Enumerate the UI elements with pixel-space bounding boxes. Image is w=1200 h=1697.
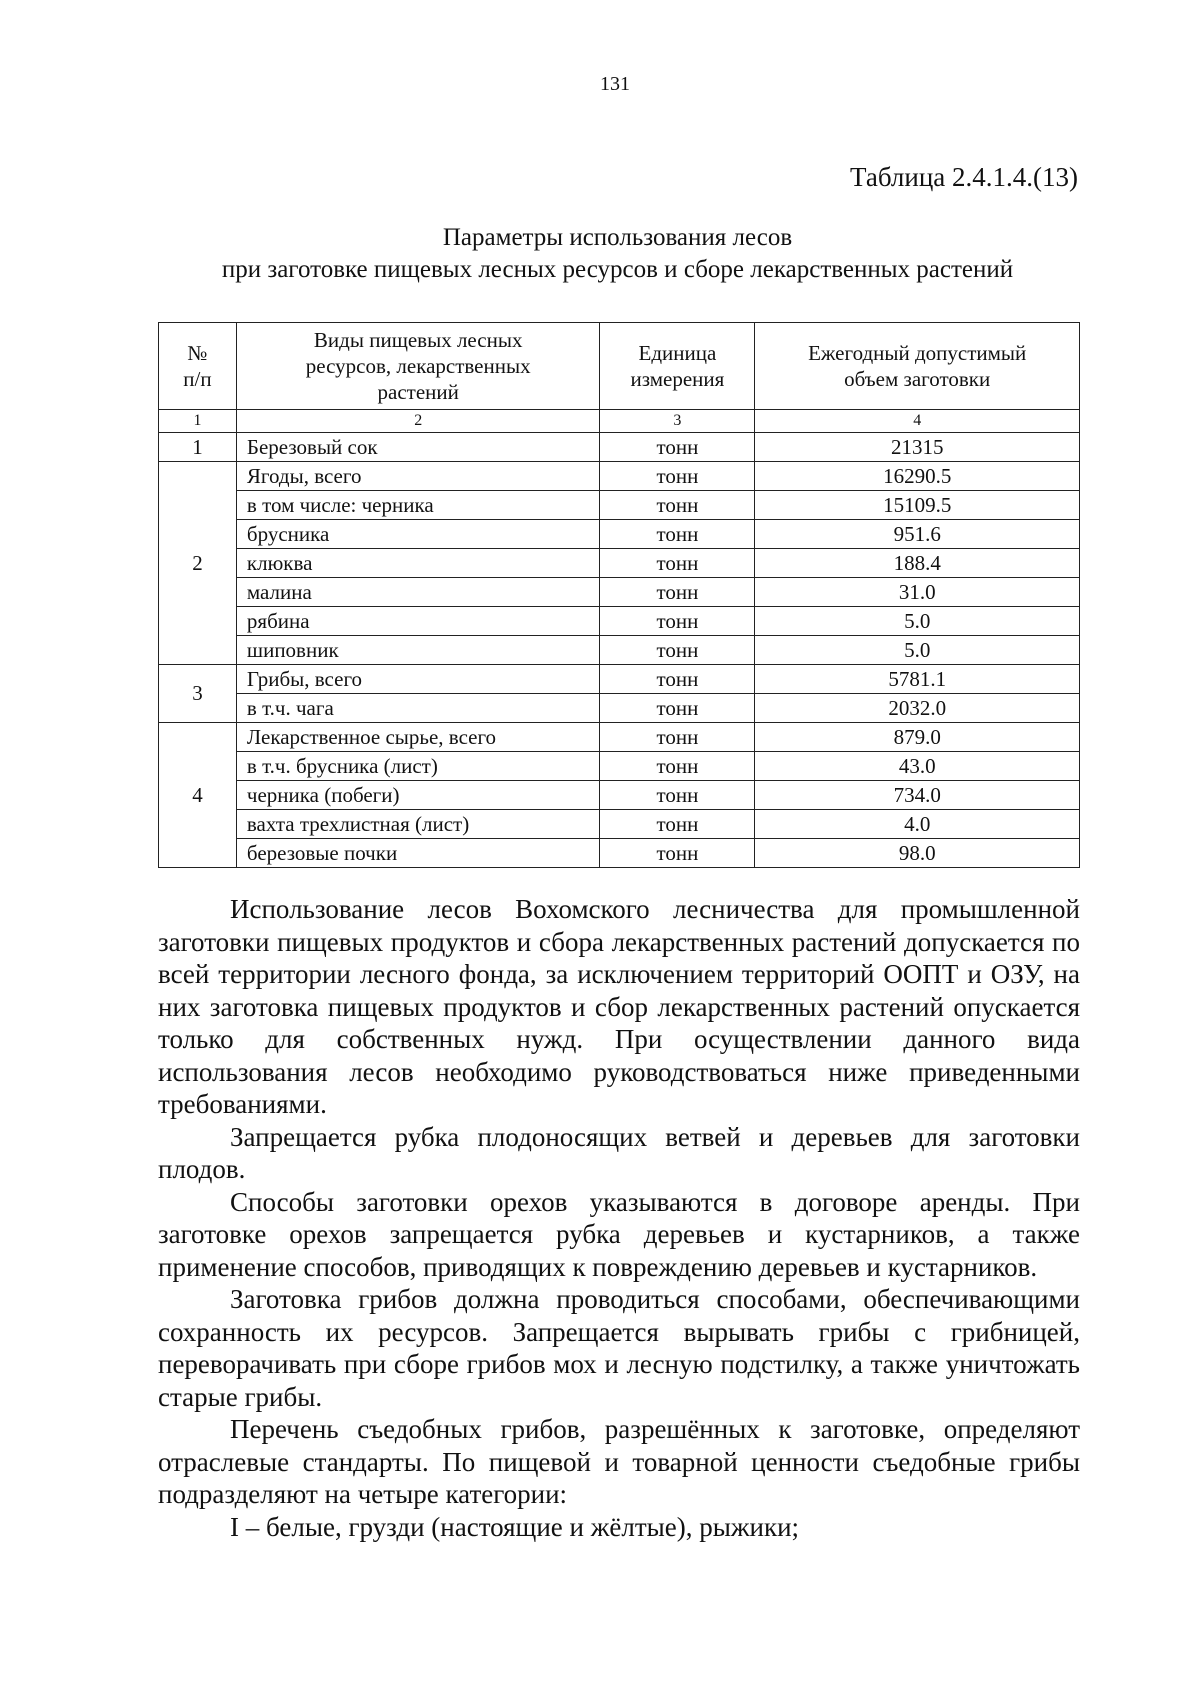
- unit-cell: тонн: [600, 491, 755, 520]
- group-number: 4: [159, 723, 237, 868]
- unit-cell: тонн: [600, 839, 755, 868]
- resource-name: в т.ч. чага: [236, 694, 600, 723]
- resource-name: клюква: [236, 549, 600, 578]
- header-unit-line-2: измерения: [630, 367, 725, 391]
- resource-name: в том числе: черника: [236, 491, 600, 520]
- volume-cell: 43.0: [755, 752, 1080, 781]
- resource-name: в т.ч. брусника (лист): [236, 752, 600, 781]
- volume-cell: 21315: [755, 433, 1080, 462]
- resources-table: [158, 322, 1080, 868]
- table-row: [159, 665, 1080, 694]
- table-row: [159, 549, 1080, 578]
- unit-cell: тонн: [600, 433, 755, 462]
- table-title-line-2: при заготовке пищевых лесных ресурсов и сборе лекарственных растений: [221, 256, 1014, 283]
- volume-cell: 5.0: [755, 607, 1080, 636]
- paragraph: Заготовка грибов должна проводиться способами, обеспечивающими сохранность их ресурсов. Запрещается вырывать грибы с грибницей, переворачивать при сборе грибов мох и лесную подстилку, а также уничтожать старые грибы.: [158, 1284, 1080, 1412]
- body-text: [158, 893, 1080, 1543]
- header-number: [159, 323, 237, 410]
- unit-cell: тонн: [600, 810, 755, 839]
- paragraph: I – белые, грузди (настоящие и жёлтые), рыжики;: [230, 1511, 800, 1542]
- table-row: [159, 433, 1080, 462]
- paragraph: Способы заготовки орехов указываются в договоре аренды. При заготовке орехов запрещается рубка деревьев и кустарников, а также применение способов, приводящих к повреждению деревьев и кустарников.: [158, 1186, 1080, 1282]
- table-title-line-1: Параметры использования лесов: [442, 224, 793, 251]
- volume-cell: 16290.5: [755, 462, 1080, 491]
- unit-cell: тонн: [600, 665, 755, 694]
- resource-name: березовые почки: [236, 839, 600, 868]
- resource-name: брусника: [236, 520, 600, 549]
- unit-cell: тонн: [600, 520, 755, 549]
- table-row: [159, 636, 1080, 665]
- volume-cell: 2032.0: [755, 694, 1080, 723]
- paragraph: Запрещается рубка плодоносящих ветвей и деревьев для заготовки плодов.: [158, 1121, 1080, 1184]
- table-title: [150, 222, 1085, 286]
- table-row: [159, 578, 1080, 607]
- table-row: [159, 810, 1080, 839]
- paragraph: Использование лесов Вохомского лесничества для промышленной заготовки пищевых продуктов и сбора лекарственных растений допускается по всей территории лесного фонда, за исключением территорий ООПТ и ОЗУ, на них заготовка пищевых продуктов и сбор лекарственных растений опускается только для собственных нужд. При осуществлении данного вида использования лесов необходимо руководствоваться ниже приведенными требованиями.: [158, 894, 1080, 1119]
- unit-cell: тонн: [600, 781, 755, 810]
- group-number: 1: [159, 433, 237, 462]
- resource-name: рябина: [236, 607, 600, 636]
- column-number-row: [159, 410, 1080, 433]
- resource-name: Грибы, всего: [236, 665, 600, 694]
- unit-cell: тонн: [600, 462, 755, 491]
- unit-cell: тонн: [600, 723, 755, 752]
- table-row: [159, 694, 1080, 723]
- resource-name: Березовый сок: [236, 433, 600, 462]
- header-resource-line-3: растений: [377, 380, 459, 404]
- unit-cell: тонн: [600, 607, 755, 636]
- volume-cell: 734.0: [755, 781, 1080, 810]
- table-row: [159, 607, 1080, 636]
- header-unit-line-1: Единица: [638, 341, 717, 365]
- unit-cell: тонн: [600, 752, 755, 781]
- volume-cell: 15109.5: [755, 491, 1080, 520]
- page-number: 131: [600, 73, 630, 95]
- header-volume-line-1: Ежегодный допустимый: [808, 341, 1027, 365]
- table-row: [159, 781, 1080, 810]
- header-resource-line-2: ресурсов, лекарственных: [305, 354, 531, 378]
- resource-name: черника (побеги): [236, 781, 600, 810]
- unit-cell: тонн: [600, 549, 755, 578]
- header-number-line-1: №: [187, 341, 208, 365]
- resource-name: Лекарственное сырье, всего: [236, 723, 600, 752]
- table-header-row: [159, 323, 1080, 410]
- table-label: Таблица 2.4.1.4.(13): [850, 162, 1078, 192]
- table-row: [159, 752, 1080, 781]
- resource-name: вахта трехлистная (лист): [236, 810, 600, 839]
- volume-cell: 98.0: [755, 839, 1080, 868]
- header-unit: [600, 323, 755, 410]
- header-number-line-2: п/п: [183, 367, 212, 391]
- header-resource-line-1: Виды пищевых лесных: [313, 328, 523, 352]
- resource-name: малина: [236, 578, 600, 607]
- table-row: [159, 839, 1080, 868]
- volume-cell: 188.4: [755, 549, 1080, 578]
- volume-cell: 879.0: [755, 723, 1080, 752]
- table-row: [159, 723, 1080, 752]
- volume-cell: 5.0: [755, 636, 1080, 665]
- header-volume-line-2: объем заготовки: [844, 367, 991, 391]
- column-number: 1: [159, 410, 237, 433]
- column-number: 2: [236, 410, 600, 433]
- header-annual-volume: [755, 323, 1080, 410]
- paragraph: Перечень съедобных грибов, разрешённых к заготовке, определяют отраслевые стандарты. По пищевой и товарной ценности съедобные грибы подразделяют на четыре категории:: [158, 1414, 1080, 1509]
- column-number: 3: [600, 410, 755, 433]
- volume-cell: 4.0: [755, 810, 1080, 839]
- table-row: [159, 462, 1080, 491]
- header-resource-type: [236, 323, 600, 410]
- resource-name: Ягоды, всего: [236, 462, 600, 491]
- column-number: 4: [755, 410, 1080, 433]
- unit-cell: тонн: [600, 636, 755, 665]
- table-row: [159, 520, 1080, 549]
- group-number: 2: [159, 462, 237, 665]
- table-row: [159, 491, 1080, 520]
- volume-cell: 5781.1: [755, 665, 1080, 694]
- volume-cell: 951.6: [755, 520, 1080, 549]
- resource-name: шиповник: [236, 636, 600, 665]
- unit-cell: тонн: [600, 694, 755, 723]
- unit-cell: тонн: [600, 578, 755, 607]
- group-number: 3: [159, 665, 237, 723]
- volume-cell: 31.0: [755, 578, 1080, 607]
